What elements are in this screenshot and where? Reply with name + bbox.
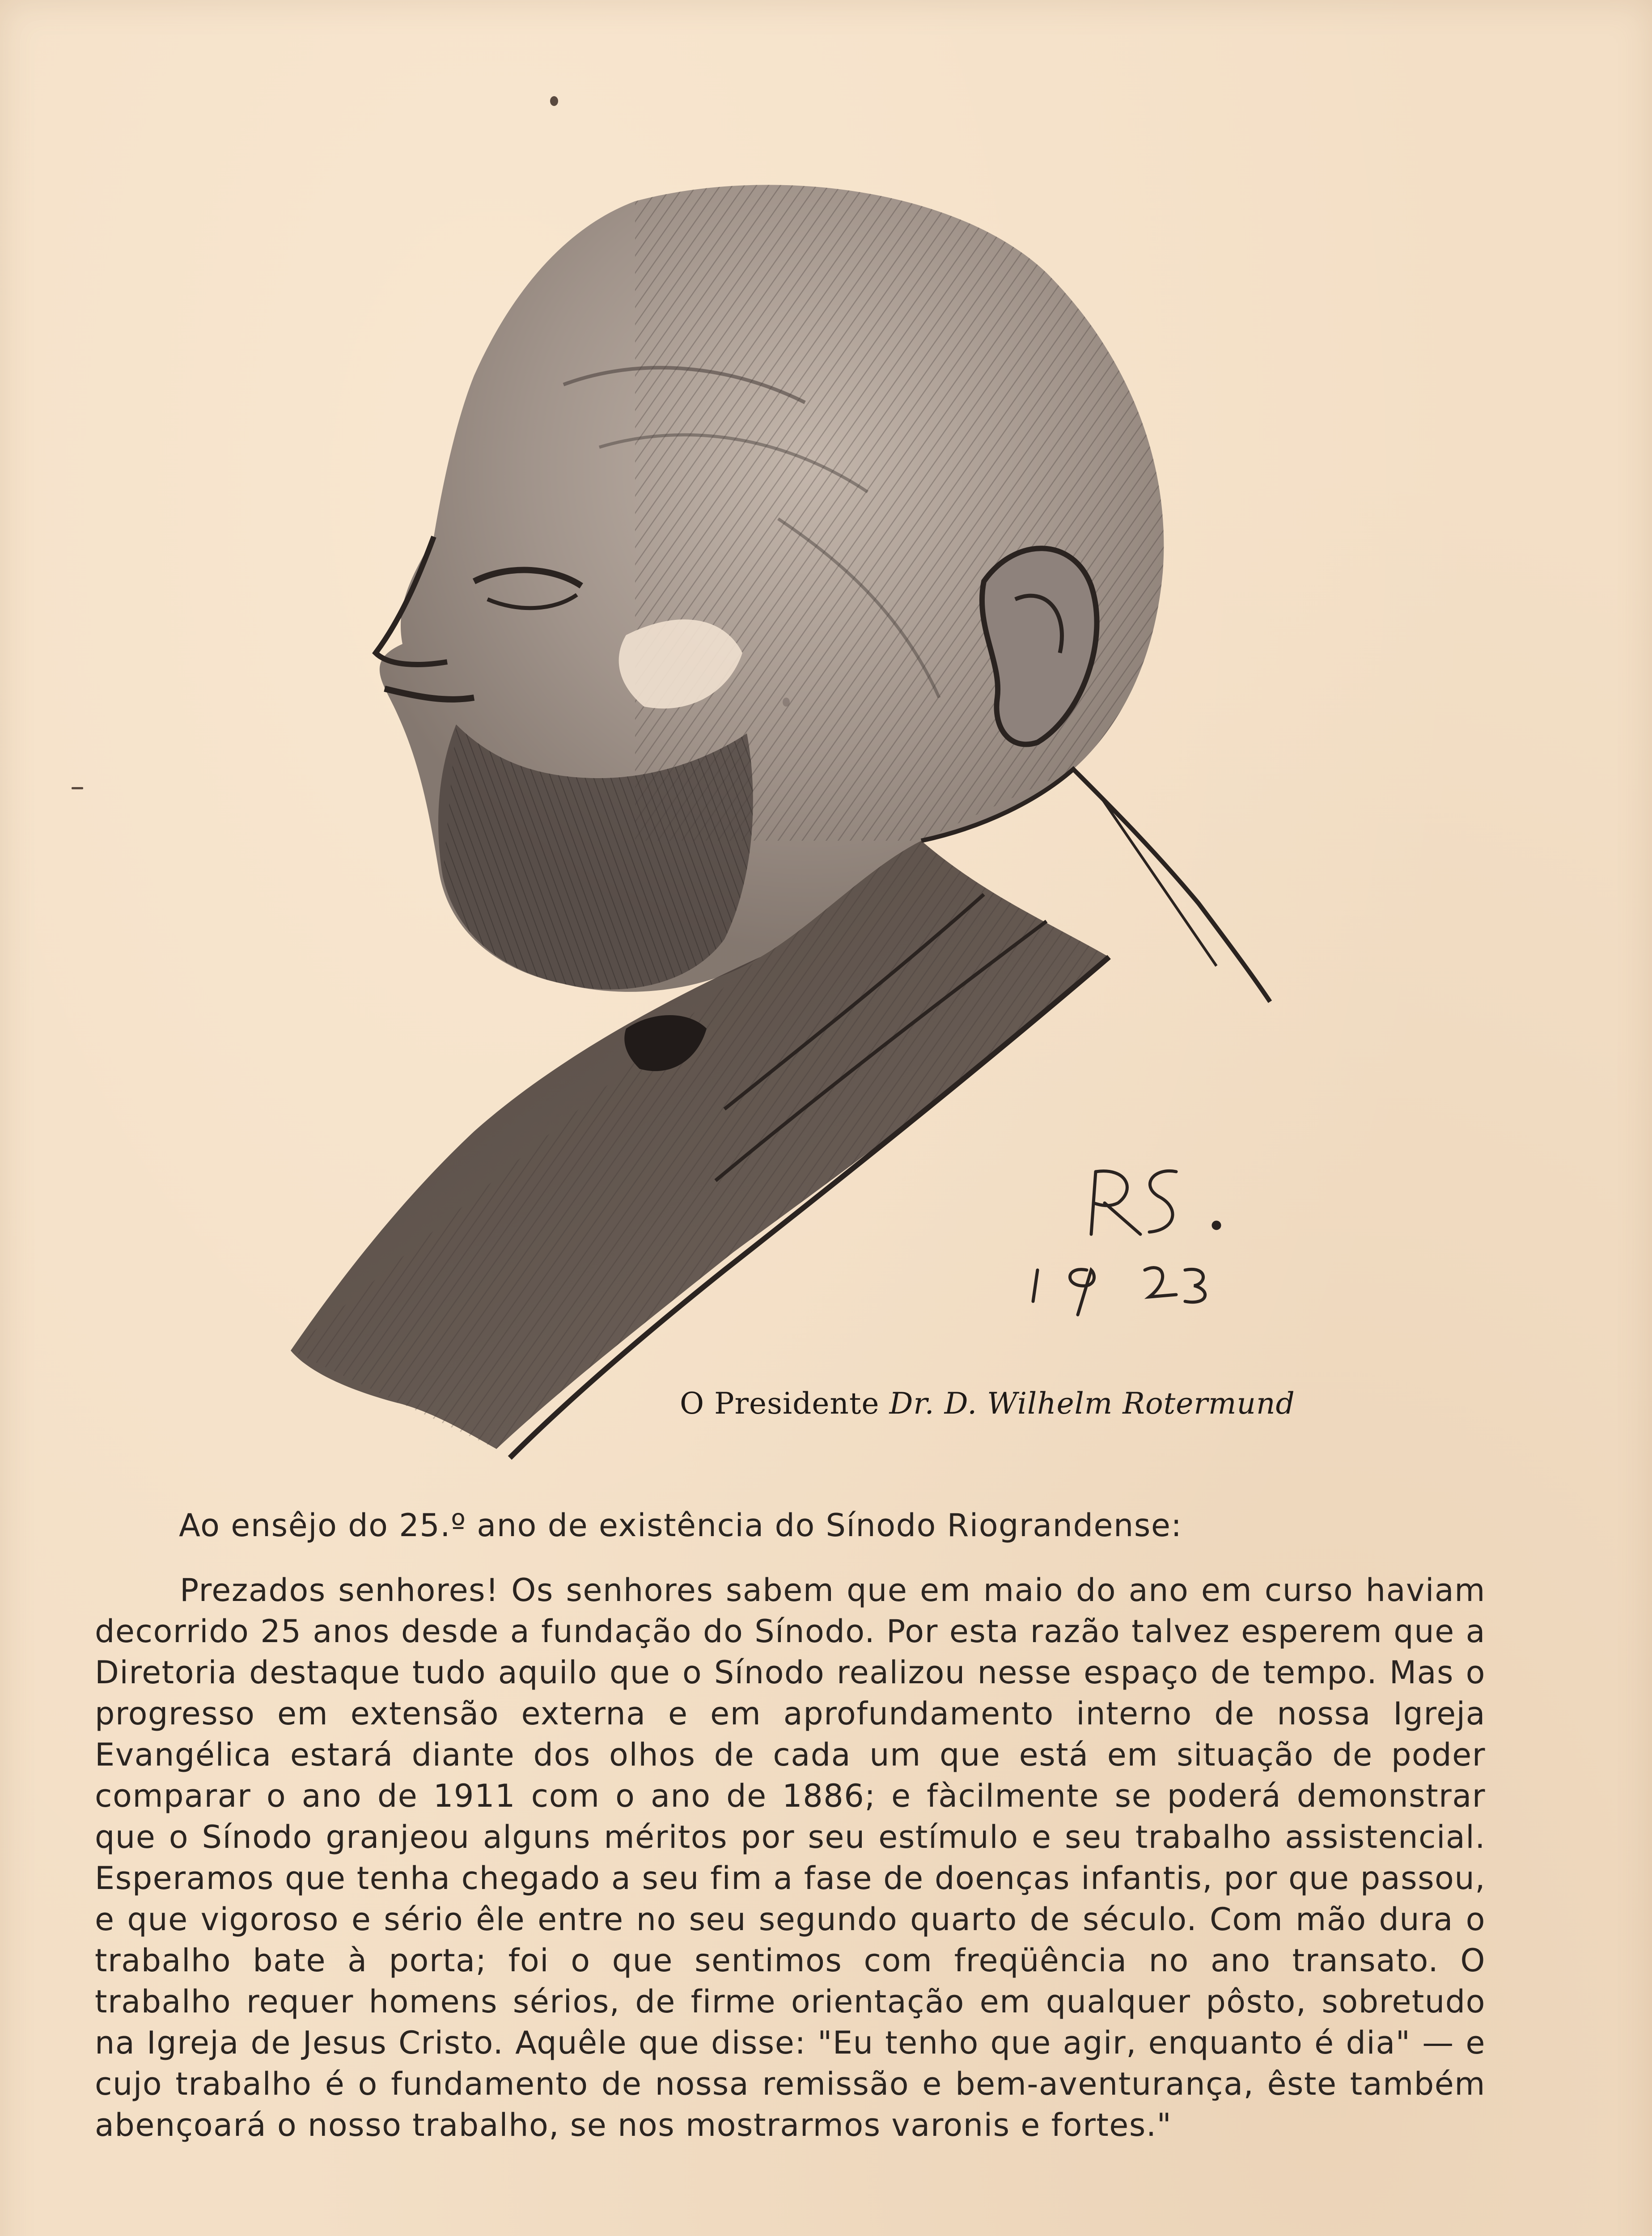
caption-title: Dr. D. [889, 1386, 978, 1421]
signature-icon [1029, 1158, 1315, 1319]
body-paragraph: Prezados senhores! Os senhores sabem que em maio do ano em curso haviam decorrido 25 anos desde a fundação do Sínodo. Por esta razão talvez esperem que a Diretoria destaque tudo aquilo que o Sínodo realizou nesse espaço de tempo. Mas o progresso em extensão externa e em aprofundamento interno de nossa Igreja Evangélica estará diante dos olhos de cada um que está em situação de poder comparar o ano de 1911 com o ano de 1886; e fàcilmente se poderá demonstrar que o Sínodo granjeou alguns méritos por seu estímulo e seu trabalho assistencial. Esperamos que tenha chegado a seu fim a fase de doenças infantis, por que passou, e que vigoroso e sério êle entre no seu segundo quarto de século. Com mão dura o trabalho bate à porta; foi o que sentimos com freqüência no ano transato. O trabalho requer homens sérios, de firme orientação em qualquer pôsto, sobretudo na Igreja de Jesus Cristo. Aquêle que disse: "Eu tenho que agir, enquanto é dia" — e cujo trabalho é o fundamento de nossa remissão e bem-aventurança, êste também abençoará o nosso trabalho, se nos mostrarmos varonis e fortes." [95, 1572, 1486, 2143]
portrait-caption [680, 1386, 1295, 1421]
caption-prefix: O Presidente [680, 1386, 880, 1421]
intro-line: Ao ensêjo do 25.º ano de existência do Sínodo Riograndense: [179, 1507, 1182, 1544]
caption-name: Wilhelm Rotermund [987, 1386, 1295, 1421]
artist-signature [1029, 1158, 1315, 1319]
